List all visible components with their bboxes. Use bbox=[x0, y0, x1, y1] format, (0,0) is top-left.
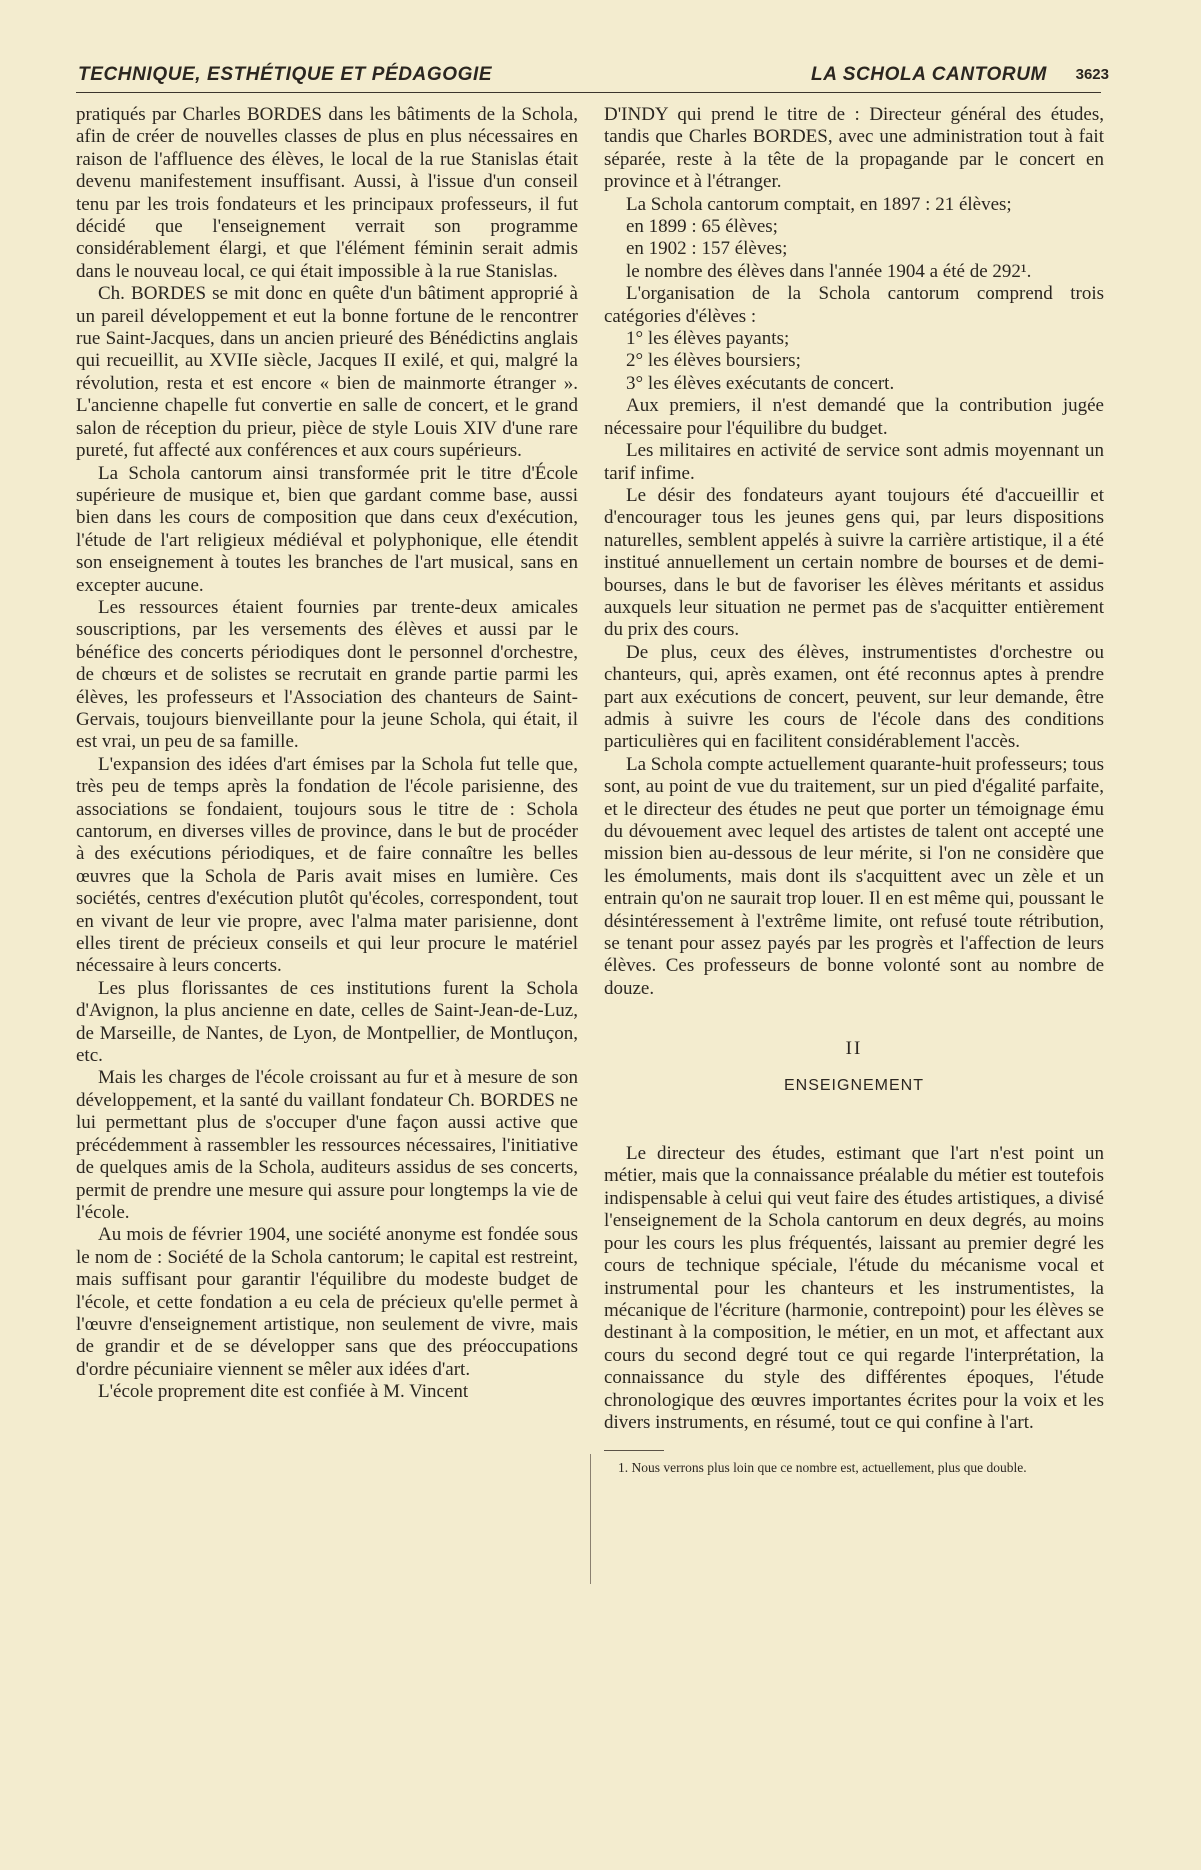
paragraph: le nombre des élèves dans l'année 1904 a été de 292¹. bbox=[626, 260, 1032, 282]
footnote-rule bbox=[604, 1450, 664, 1451]
paragraph: Le directeur des études, estimant que l'art n'est point un métier, mais que la connaissance préalable du métier est toutefois indispensable à celui qui veut faire des études artistiques, a divisé l'enseignement de la Schola cantorum en deux degrés, au moins pour les cours les plus fréquentés, laissant au premier degré les cours de technique spéciale, l'étude du mécanisme vocal et instrumental pour les chanteurs et les instrumentistes, la mécanique de l'écriture (harmonie, contrepoint) pour les élèves se destinant à la composition, le métier, en un mot, et affectant aux cours du second degré tout ce qui regarde l'interprétation, la connaissance du style des différentes époques, l'étude chronologique des œuvres importantes écrites pour la voix et les divers instruments, en résumé, tout ce qui confine à l'art. bbox=[604, 1143, 1104, 1433]
paragraph: L'expansion des idées d'art émises par la Schola fut telle que, très peu de temps après la fondation de l'école parisienne, des associations se fondaient, toujours sous le titre de : Schola cantorum, en diverses villes de province, dans le but de procéder à des exécutions périodiques, et de faire connaître les belles œuvres que la Schola de Paris avait mises en lumière. Ces sociétés, centres d'exécution plutôt qu'écoles, correspondent, tout en vivant de leur vie propre, avec l'alma mater parisienne, dont elles tirent de précieux conseils et qui leur procure le matériel nécessaire à leurs concerts. bbox=[76, 753, 578, 977]
paragraph: Ch. BORDES se mit donc en quête d'un bâtiment approprié à un pareil développement et eut la bonne fortune de le rencontrer rue Saint-Jacques, dans un ancien prieuré des Bénédictins anglais qui recueillit, au XVIIe siècle, Jacques II exilé, et qui, malgré la révolution, resta et est encore « bien de mainmorte étranger ». L'ancienne chapelle fut convertie en salle de concert, et le grand salon de réception du prieur, pièce de style Louis XIV d'une rare pureté, fut affecté aux conférences et aux cours supérieurs. bbox=[76, 283, 578, 462]
paragraph: La Schola cantorum ainsi transformée prit le titre d'École supérieure de musique et, bien que gardant comme base, aussi bien dans les cours de composition que dans ceux d'exécution, l'étude de l'art religieux médiéval et polyphonique, elle étendit son enseignement à toutes les branches de l'art musical, sans en excepter aucune. bbox=[76, 462, 578, 596]
header-left-title: TECHNIQUE, ESTHÉTIQUE ET PÉDAGOGIE bbox=[78, 64, 493, 85]
right-column bbox=[604, 104, 1104, 1824]
paragraph: Aux premiers, il n'est demandé que la contribution jugée nécessaire pour l'équilibre du budget. bbox=[604, 395, 1104, 439]
list-item: en 1902 : 157 élèves; bbox=[626, 238, 788, 260]
left-column bbox=[76, 104, 578, 1834]
section-title: ENSEIGNEMENT bbox=[783, 1076, 924, 1094]
list-item: 3° les élèves exécutants de concert. bbox=[626, 372, 895, 394]
paragraph: L'école proprement dite est confiée à M. Vincent bbox=[98, 1381, 469, 1403]
section-number: II bbox=[845, 1038, 863, 1060]
list-item: 1° les élèves payants; bbox=[626, 328, 790, 350]
paragraph: pratiqués par Charles BORDES dans les bâtiments de la Schola, afin de créer de nouvelles classes de plus en plus nécessaires en raison de l'affluence des élèves, le local de la rue Stanislas était devenu manifestement insuffisant. Aussi, à l'issue d'un conseil tenu par les trois fondateurs et les principaux professeurs, il fut décidé que l'enseignement verrait son programme considérablement élargi, et que l'élément féminin serait admis dans le nouveau local, ce qui était impossible à la rue Stanislas. bbox=[76, 104, 578, 282]
paragraph: De plus, ceux des élèves, instrumentistes d'orchestre ou chanteurs, qui, après examen, ont été reconnus aptes à prendre part aux exécutions de concert, peuvent, sur leur demande, être admis à suivre les cours de l'école dans des conditions particulières qui en facilitent considérablement l'accès. bbox=[604, 641, 1104, 753]
header-right-title: LA SCHOLA CANTORUM bbox=[811, 64, 1047, 85]
list-item: 2° les élèves boursiers; bbox=[626, 350, 801, 372]
paragraph: La Schola cantorum comptait, en 1897 : 21 élèves; bbox=[626, 193, 1012, 215]
paragraph: Au mois de février 1904, une société anonyme est fondée sous le nom de : Société de la Schola cantorum; le capital est restreint, mais suffisant pour garantir l'équilibre du modeste budget de l'école, et cette fondation a eu cela de précieux qu'elle permet à l'œuvre d'enseignement artistique, non seulement de vivre, mais de grandir et de se développer sans que des préoccupations d'ordre pécuniaire viennent se mêler aux idées d'art. bbox=[76, 1224, 578, 1380]
paragraph: Les plus florissantes de ces institutions furent la Schola d'Avignon, la plus ancienne en date, celles de Saint-Jean-de-Luz, de Marseille, de Nantes, de Lyon, de Montpellier, de Montluçon, etc. bbox=[76, 977, 578, 1067]
running-header bbox=[76, 60, 1109, 93]
paragraph: Les ressources étaient fournies par trente-deux amicales souscriptions, par les versements des élèves et aussi par le bénéfice des concerts périodiques dont le personnel d'orchestre, de chœurs et de solistes se recrutait en grande partie parmi les élèves, les professeurs et l'Association des chanteurs de Saint-Gervais, toujours bienveillante pour la jeune Schola, qui était, il est vrai, un peu de sa famille. bbox=[76, 596, 578, 753]
paragraph: L'organisation de la Schola cantorum comprend trois catégories d'élèves : bbox=[604, 283, 1104, 327]
page-number: 3623 bbox=[1075, 66, 1109, 83]
paragraph: Le désir des fondateurs ayant toujours été d'accueillir et d'encourager tous les jeunes gens qui, par leurs dispositions naturelles, semblent appelés à suivre la carrière artistique, il a été institué annuellement un certain nombre de bourses et de demi-bourses, dans le but de favoriser les élèves méritants et assidus auxquels leur situation ne permet pas de s'acquitter entièrement du prix des cours. bbox=[604, 484, 1104, 641]
column-divider bbox=[590, 1454, 591, 1584]
list-item: en 1899 : 65 élèves; bbox=[626, 216, 778, 238]
paragraph: Mais les charges de l'école croissant au fur et à mesure de son développement, et la santé du vaillant fondateur Ch. BORDES ne lui permettant plus de s'occuper d'une façon aussi active que précédemment à rassembler les ressources nécessaires, l'initiative de quelques amis de la Schola, auditeurs assidus de ses concerts, permit de prendre une mesure qui assure pour longtemps la vie de l'école. bbox=[76, 1067, 578, 1223]
paragraph: D'INDY qui prend le titre de : Directeur général des études, tandis que Charles BORDES, avec une administration tout à fait séparée, reste à la tête de la propagande par le concert en province et à l'étranger. bbox=[604, 104, 1104, 193]
paragraph: Les militaires en activité de service sont admis moyennant un tarif infime. bbox=[604, 440, 1104, 484]
footnote: 1. Nous verrons plus loin que ce nombre est, actuellement, plus que double. bbox=[618, 1460, 1027, 1476]
paragraph: La Schola compte actuellement quarante-huit professeurs; tous sont, au point de vue du traitement, sur un pied d'égalité parfaite, et le directeur des études ne peut que porter un témoignage ému du dévouement avec lequel des artistes de talent ont accepté une mission bien au-dessous de leur mérite, si l'on ne considère que les émoluments, mais dont ils s'acquittent avec un zèle et un entrain qu'on ne saurait trop louer. Il en est même qui, poussant le désintéressement à l'extrême limite, ont refusé toute rétribution, se tenant pour assez payés par les progrès et l'affection de leurs élèves. Ces professeurs de bonne volonté sont au nombre de douze. bbox=[604, 753, 1105, 999]
